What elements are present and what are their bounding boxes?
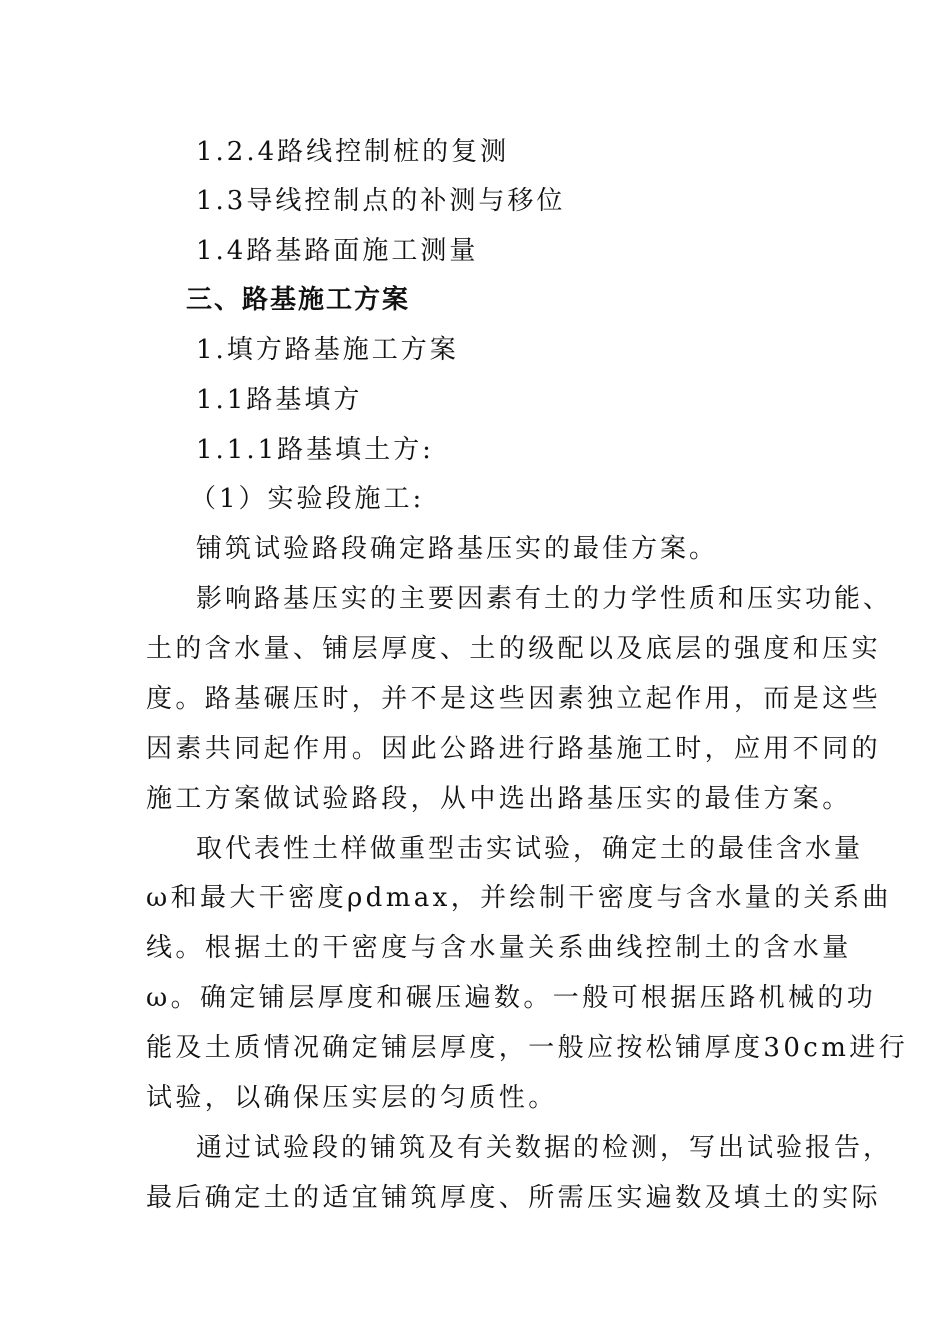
section-heading-3: 三、路基施工方案 — [186, 285, 411, 315]
item-heading-1: （1）实验段施工: — [190, 484, 425, 514]
heading-1-1: 1.1路基填方 — [196, 385, 363, 415]
paragraph-3-line-1: 取代表性土样做重型击实试验，确定土的最佳含水量 — [196, 834, 864, 864]
paragraph-3-line-6: 试验，以确保压实层的匀质性。 — [146, 1083, 558, 1113]
paragraph-2-line-5: 施工方案做试验路段，从中选出路基压实的最佳方案。 — [146, 784, 852, 814]
paragraph-2-line-2: 土的含水量、铺层厚度、土的级配以及底层的强度和压实 — [146, 634, 882, 664]
paragraph-4-line-2: 最后确定土的适宜铺筑厚度、所需压实遍数及填土的实际 — [146, 1183, 882, 1213]
paragraph-3-line-4: ω。确定铺层厚度和碾压遍数。一般可根据压路机械的功 — [146, 983, 877, 1013]
paragraph-3-line-2: ω和最大干密度ρdmax，并绘制干密度与含水量的关系曲 — [146, 883, 892, 913]
heading-1-4: 1.4路基路面施工测量 — [196, 236, 479, 266]
paragraph-1-line-1: 铺筑试验路段确定路基压实的最佳方案。 — [196, 534, 719, 564]
paragraph-3-line-5: 能及土质情况确定铺层厚度，一般应按松铺厚度30cm进行 — [146, 1033, 909, 1063]
paragraph-2-line-3: 度。路基碾压时，并不是这些因素独立起作用，而是这些 — [146, 684, 882, 714]
heading-1-1-1: 1.1.1路基填土方: — [196, 435, 434, 465]
paragraph-2-line-1: 影响路基压实的主要因素有土的力学性质和压实功能、 — [196, 584, 893, 614]
heading-1-2-4: 1.2.4路线控制桩的复测 — [196, 137, 510, 167]
paragraph-4-line-1: 通过试验段的铺筑及有关数据的检测，写出试验报告， — [196, 1133, 893, 1163]
heading-1-3: 1.3导线控制点的补测与移位 — [196, 186, 566, 216]
heading-1: 1.填方路基施工方案 — [196, 335, 459, 365]
paragraph-2-line-4: 因素共同起作用。因此公路进行路基施工时，应用不同的 — [146, 734, 882, 764]
paragraph-3-line-3: 线。根据土的干密度与含水量关系曲线控制土的含水量 — [146, 933, 852, 963]
